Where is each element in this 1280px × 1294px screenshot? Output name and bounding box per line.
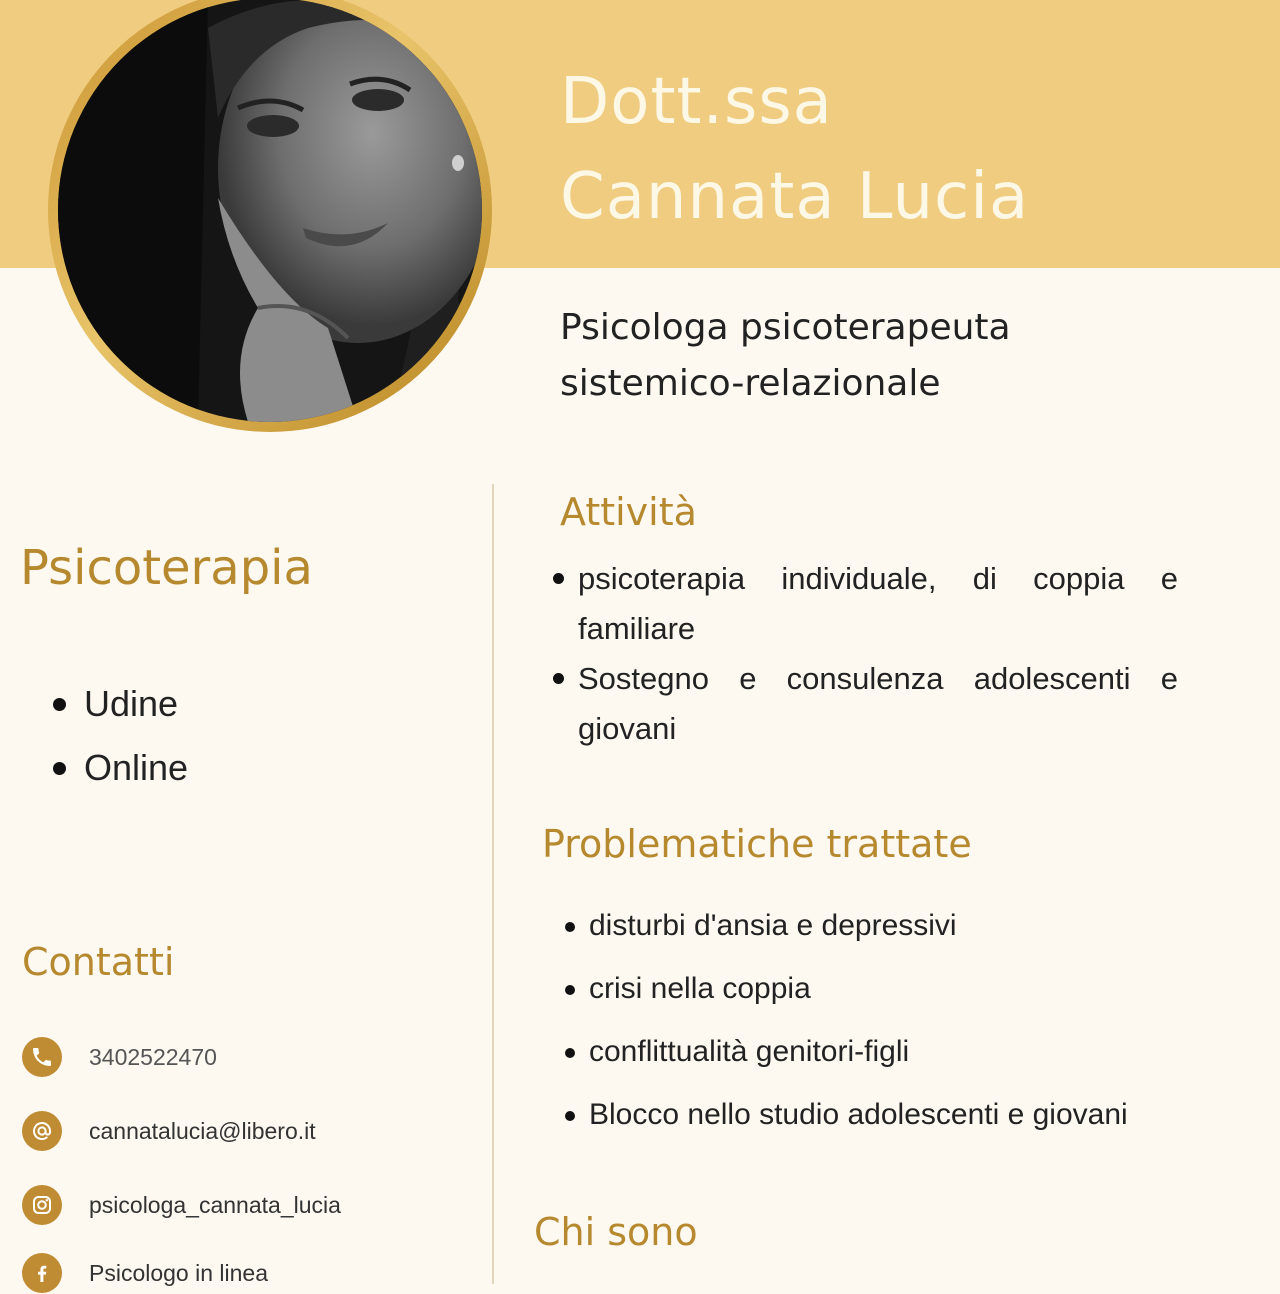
contacts-heading: Contatti bbox=[22, 940, 175, 984]
at-sign-icon bbox=[22, 1111, 62, 1151]
problem-item: conflittualità genitori-figli bbox=[589, 1034, 1229, 1097]
activity-item: psicoterapia individuale, di coppia e familiare bbox=[578, 554, 1178, 654]
phone-number: 3402522470 bbox=[89, 1043, 217, 1070]
instagram-icon bbox=[22, 1185, 62, 1225]
name-title: Dott.ssa bbox=[560, 65, 833, 139]
locations-list bbox=[84, 672, 188, 800]
subtitle-line-1: Psicologa psicoterapeuta bbox=[560, 307, 1011, 348]
email-address: cannatalucia@libero.it bbox=[89, 1117, 316, 1144]
contact-instagram[interactable] bbox=[22, 1184, 482, 1226]
attivita-heading: Attività bbox=[560, 490, 697, 534]
facebook-icon bbox=[22, 1253, 62, 1293]
problem-item: disturbi d'ansia e depressivi bbox=[589, 908, 1229, 971]
name-full: Cannata Lucia bbox=[560, 160, 1030, 234]
activity-item: Sostegno e consulenza adolescenti e giovani bbox=[578, 654, 1178, 754]
profession-subtitle bbox=[560, 300, 1011, 412]
column-divider bbox=[492, 484, 494, 1284]
location-item: Udine bbox=[84, 672, 188, 736]
subtitle-line-2: sistemico-relazionale bbox=[560, 363, 941, 404]
psicoterapia-heading: Psicoterapia bbox=[20, 540, 313, 596]
phone-icon bbox=[22, 1037, 62, 1077]
facebook-page: Psicologo in linea bbox=[89, 1259, 269, 1286]
activities-list bbox=[578, 554, 1178, 754]
problematiche-heading: Problematiche trattate bbox=[542, 822, 972, 866]
doctor-name bbox=[560, 55, 1029, 245]
chi-sono-heading: Chi sono bbox=[534, 1210, 698, 1254]
instagram-handle: psicologa_cannata_lucia bbox=[89, 1191, 341, 1218]
problems-list bbox=[589, 908, 1229, 1160]
contact-email[interactable] bbox=[22, 1110, 482, 1152]
problem-item: crisi nella coppia bbox=[589, 971, 1229, 1034]
contact-phone[interactable] bbox=[22, 1036, 482, 1078]
location-item: Online bbox=[84, 736, 188, 800]
profile-photo bbox=[58, 0, 482, 422]
problem-item: Blocco nello studio adolescenti e giovani bbox=[589, 1097, 1229, 1160]
contact-facebook[interactable] bbox=[22, 1252, 482, 1294]
